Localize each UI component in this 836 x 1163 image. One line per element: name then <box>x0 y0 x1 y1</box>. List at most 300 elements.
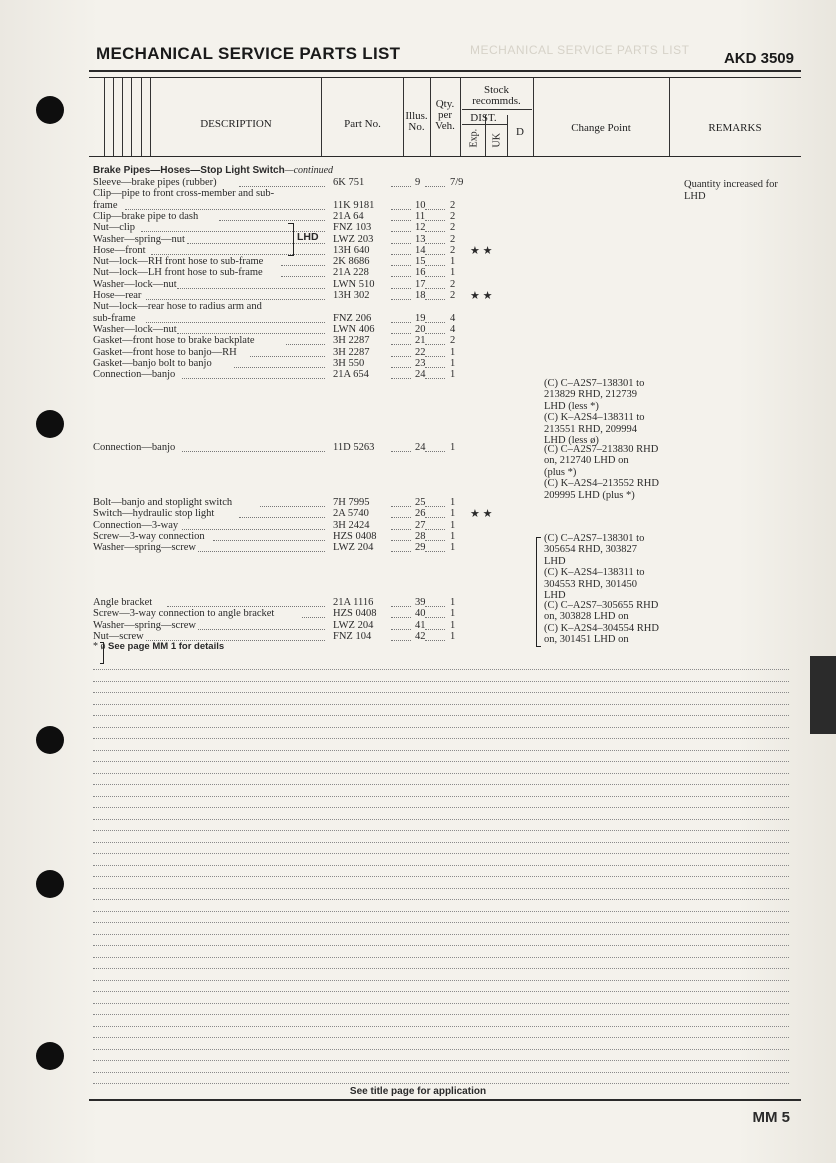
leader-dots <box>182 378 325 379</box>
part-description: Nut—lock—LH front hose to sub-frame <box>93 267 263 279</box>
blank-ruled-line <box>93 934 789 935</box>
table-row <box>93 222 801 234</box>
table-row <box>93 313 801 325</box>
part-number: FNZ 103 <box>333 222 372 234</box>
illus-number: 24 <box>415 369 426 381</box>
part-description: Gasket—front hose to brake backplate <box>93 335 255 347</box>
part-description: Nut—lock—RH front hose to sub-frame <box>93 256 264 268</box>
illus-number: 22 <box>415 346 426 358</box>
leader-dots <box>425 231 445 232</box>
leader-dots <box>239 517 325 518</box>
quantity: 2 <box>450 222 456 234</box>
change-point-brace <box>536 537 541 647</box>
table-row <box>93 369 801 381</box>
part-description: Angle bracket <box>93 597 153 608</box>
illus-number: 42 <box>415 630 426 642</box>
change-point-line: (C) C–A2S7–305655 RHD <box>544 600 659 611</box>
illus-number: 11 <box>415 210 426 222</box>
illus-number: 39 <box>415 597 426 608</box>
table-row <box>93 542 801 554</box>
change-point-line: (C) C–A2S7–138301 to <box>544 533 645 544</box>
quantity: 1 <box>450 597 456 608</box>
table-row <box>93 608 801 620</box>
leader-dots <box>167 606 325 607</box>
leader-dots <box>391 243 411 244</box>
illus-number: 28 <box>415 530 426 542</box>
table-row <box>93 347 801 359</box>
part-number: 3H 2424 <box>333 519 370 531</box>
change-point-line: (C) K–A2S4–213552 RHD <box>544 478 659 490</box>
blank-ruled-line <box>93 704 789 705</box>
lhd-brace <box>288 223 294 256</box>
blank-ruled-line <box>93 853 789 854</box>
leader-dots <box>425 209 445 210</box>
table-row <box>93 620 801 632</box>
part-description: Screw—3-way connection to angle bracket <box>93 608 275 620</box>
blank-ruled-line <box>93 750 789 751</box>
quantity: 1 <box>450 530 456 542</box>
part-number: 11K 9181 <box>333 199 375 211</box>
blank-ruled-line <box>93 669 789 670</box>
illus-number: 10 <box>415 199 426 211</box>
footer-rule <box>89 1099 801 1101</box>
blank-ruled-line <box>93 681 789 682</box>
col-uk: UK <box>491 133 503 148</box>
change-point-line: on, 303828 LHD on <box>544 611 629 623</box>
leader-dots <box>391 288 411 289</box>
illus-number: 13 <box>415 233 426 245</box>
section-title-text: Brake Pipes—Hoses—Stop Light Switch <box>93 165 285 176</box>
footnote-brace <box>100 642 104 664</box>
col-qty-per: per <box>437 109 453 121</box>
table-row <box>93 279 801 291</box>
part-description: Switch—hydraulic stop light <box>93 508 215 520</box>
illus-number: 20 <box>415 323 426 335</box>
leader-dots <box>286 344 325 345</box>
leader-dots <box>234 367 325 368</box>
change-point-line: (C) C–A2S7–213830 RHD <box>544 444 659 455</box>
part-number: HZS 0408 <box>333 530 377 542</box>
leader-dots <box>182 451 325 452</box>
change-point-line: 305654 RHD, 303827 <box>544 544 638 556</box>
leader-dots <box>281 265 325 266</box>
illus-number: 41 <box>415 619 426 631</box>
part-number: 2A 5740 <box>333 508 369 520</box>
part-number: 13H 302 <box>333 290 370 301</box>
blank-ruled-line <box>93 807 789 808</box>
table-row <box>93 211 801 223</box>
punch-hole <box>36 410 64 438</box>
document-code: AKD 3509 <box>723 50 794 67</box>
punch-hole <box>36 726 64 754</box>
col-qty: Qty. <box>435 98 455 110</box>
footnote <box>93 641 224 652</box>
blank-ruled-line <box>93 761 789 762</box>
quantity: 1 <box>450 267 456 279</box>
leader-dots <box>425 186 445 187</box>
table-row <box>93 508 801 520</box>
leader-dots <box>213 540 325 541</box>
quantity: 1 <box>450 619 456 631</box>
quantity: 1 <box>450 508 456 520</box>
illus-number: 19 <box>415 312 426 324</box>
leader-dots <box>425 629 445 630</box>
leader-dots <box>151 254 325 255</box>
leader-dots <box>425 551 445 552</box>
change-point-line: 213551 RHD, 209994 <box>544 423 638 435</box>
leader-dots <box>425 606 445 607</box>
leader-dots <box>391 299 411 300</box>
blank-ruled-line <box>93 1072 789 1073</box>
leader-dots <box>425 220 445 221</box>
leader-dots <box>391 529 411 530</box>
change-point-line: LHD (less ø) <box>544 435 599 446</box>
part-number: LWZ 204 <box>333 619 374 631</box>
leader-dots <box>425 276 445 277</box>
leader-dots <box>391 606 411 607</box>
table-row <box>93 520 801 532</box>
quantity: 4 <box>450 323 456 335</box>
leader-dots <box>425 367 445 368</box>
table-row <box>93 497 801 509</box>
illus-number: 9 <box>415 177 421 188</box>
quantity: 2 <box>450 290 456 301</box>
illus-number: 21 <box>415 335 426 347</box>
part-description: sub-frame <box>93 312 136 324</box>
leader-dots <box>391 231 411 232</box>
footnote-text: See page MM 1 for details <box>108 641 225 652</box>
blank-ruled-line <box>93 727 789 728</box>
part-number: 11D 5263 <box>333 442 375 453</box>
table-row <box>93 267 801 279</box>
part-number: HZS 0408 <box>333 608 377 620</box>
part-description: Gasket—front hose to banjo—RH <box>93 346 237 358</box>
leader-dots <box>391 517 411 518</box>
quantity: 2 <box>450 244 456 256</box>
blank-ruled-line <box>93 738 789 739</box>
part-description: Connection—banjo <box>93 442 176 453</box>
leader-dots <box>239 186 325 187</box>
illus-number: 17 <box>415 278 426 290</box>
illus-number: 15 <box>415 256 426 268</box>
part-number: 3H 2287 <box>333 335 370 347</box>
quantity: 7/9 <box>450 177 464 188</box>
table-row <box>93 531 801 543</box>
change-point-line: LHD <box>544 555 566 567</box>
illus-number: 24 <box>415 442 426 453</box>
change-point-line: on, 212740 LHD on <box>544 455 629 467</box>
blank-ruled-line <box>93 957 789 958</box>
part-number: 2K 8686 <box>333 256 370 268</box>
part-number: 21A 1116 <box>333 597 374 608</box>
illus-number: 29 <box>415 542 426 554</box>
change-point-line: (C) C–A2S7–138301 to <box>544 378 645 389</box>
blank-ruled-line <box>93 968 789 969</box>
table-row <box>93 442 801 454</box>
punch-hole <box>36 96 64 124</box>
leader-dots <box>391 186 411 187</box>
col-part-no: Part No. <box>344 118 381 130</box>
table-row <box>93 234 801 246</box>
part-number: LWN 510 <box>333 278 375 290</box>
leader-dots <box>391 551 411 552</box>
leader-dots <box>425 243 445 244</box>
leader-dots <box>391 333 411 334</box>
leader-dots <box>425 356 445 357</box>
table-row <box>93 335 801 347</box>
illus-number: 25 <box>415 497 426 508</box>
part-number: FNZ 206 <box>333 312 372 324</box>
blank-ruled-line <box>93 1014 789 1015</box>
leader-dots <box>425 254 445 255</box>
quantity: 2 <box>450 335 456 347</box>
leader-dots <box>425 322 445 323</box>
footer-note: See title page for application <box>349 1086 487 1097</box>
part-description: Hose—front <box>93 244 146 256</box>
quantity: 2 <box>450 199 456 211</box>
part-description: Connection—3-way <box>93 519 179 531</box>
col-change-point: Change Point <box>571 122 631 134</box>
part-description: Washer—spring—nut <box>93 233 185 245</box>
part-number: LWN 406 <box>333 323 375 335</box>
part-number: 3H 550 <box>333 357 365 369</box>
blank-ruled-line <box>93 945 789 946</box>
leader-dots <box>391 451 411 452</box>
leader-dots <box>260 506 325 507</box>
remark-sleeve: Quantity increased for LHD <box>684 179 778 202</box>
part-description: Washer—spring—screw <box>93 619 196 631</box>
blank-ruled-line <box>93 1003 789 1004</box>
leader-dots <box>425 333 445 334</box>
leader-dots <box>425 640 445 641</box>
leader-dots <box>391 629 411 630</box>
part-description: Nut—screw <box>93 630 144 642</box>
leader-dots <box>425 299 445 300</box>
col-illus-no: No. <box>408 121 425 133</box>
leader-dots <box>391 367 411 368</box>
stock-stars: ★ ★ <box>470 508 493 521</box>
part-number: FNZ 104 <box>333 630 372 642</box>
blank-ruled-line <box>93 1049 789 1050</box>
leader-dots <box>391 640 411 641</box>
part-number: 6K 751 <box>333 177 365 188</box>
part-description: Bolt—banjo and stoplight switch <box>93 497 233 508</box>
change-point-line: on, 301451 LHD on <box>544 634 629 646</box>
table-row <box>93 290 801 302</box>
table-row <box>93 358 801 370</box>
change-point-line: (C) K–A2S4–304554 RHD <box>544 622 659 634</box>
col-description: DESCRIPTION <box>200 118 272 130</box>
leader-dots <box>425 344 445 345</box>
illus-number: 27 <box>415 519 426 531</box>
blank-ruled-line <box>93 1083 789 1084</box>
leader-dots <box>125 209 325 210</box>
stock-stars: ★ ★ <box>470 244 493 257</box>
leader-dots <box>425 506 445 507</box>
footnote-symbols: * ø <box>93 641 106 652</box>
part-description: Nut—clip <box>93 222 135 234</box>
part-description: Hose—rear <box>93 290 142 301</box>
col-d: D <box>516 126 524 138</box>
change-point-line: 209995 LHD (plus *) <box>544 489 635 501</box>
change-point-line: LHD (less *) <box>544 400 599 412</box>
leader-dots <box>391 356 411 357</box>
blank-ruled-line <box>93 819 789 820</box>
leader-dots <box>391 276 411 277</box>
col-stock-recommds: recommds. <box>472 95 521 107</box>
part-description: Connection—banjo <box>93 369 176 381</box>
illus-number: 18 <box>415 290 426 301</box>
part-description: Washer—lock—nut <box>93 323 177 335</box>
quantity: 1 <box>450 497 456 508</box>
punch-hole <box>36 1042 64 1070</box>
column-header <box>89 77 801 157</box>
quantity: 1 <box>450 256 456 268</box>
part-number: 7H 7995 <box>333 497 370 508</box>
col-dist: DIST. <box>470 112 497 124</box>
leader-dots <box>425 265 445 266</box>
quantity: 1 <box>450 519 456 531</box>
quantity: 1 <box>450 542 456 554</box>
blank-ruled-line <box>93 980 789 981</box>
blank-ruled-line <box>93 830 789 831</box>
page-number: MM 5 <box>752 1109 790 1126</box>
blank-ruled-line <box>93 784 789 785</box>
quantity: 1 <box>450 357 456 369</box>
part-description: Washer—spring—screw <box>93 542 196 554</box>
illus-number: 16 <box>415 267 426 279</box>
leader-dots <box>391 378 411 379</box>
leader-dots <box>219 220 325 221</box>
part-number: 3H 2287 <box>333 346 370 358</box>
part-number: LWZ 203 <box>333 233 374 245</box>
blank-ruled-line <box>93 991 789 992</box>
leader-dots <box>182 529 325 530</box>
leader-dots <box>391 265 411 266</box>
leader-dots <box>425 617 445 618</box>
part-number: LWZ 204 <box>333 542 374 554</box>
part-description: Sleeve—brake pipes (rubber) <box>93 177 217 188</box>
blank-ruled-line <box>93 692 789 693</box>
blank-ruled-line <box>93 1026 789 1027</box>
blank-ruled-line <box>93 899 789 900</box>
leader-dots <box>391 617 411 618</box>
illus-number: 23 <box>415 357 426 369</box>
quantity: 1 <box>450 346 456 358</box>
table-row <box>93 301 801 313</box>
illus-number: 26 <box>415 508 426 520</box>
leader-dots <box>425 517 445 518</box>
blank-ruled-line <box>93 911 789 912</box>
quantity: 2 <box>450 210 456 222</box>
part-description: Nut—lock—rear hose to radius arm and <box>93 301 262 313</box>
leader-dots <box>177 333 325 334</box>
part-description: Gasket—banjo bolt to banjo <box>93 357 212 369</box>
quantity: 1 <box>450 442 456 453</box>
blank-ruled-line <box>93 876 789 877</box>
leader-dots <box>391 344 411 345</box>
leader-dots <box>177 288 325 289</box>
leader-dots <box>391 506 411 507</box>
page-title: MECHANICAL SERVICE PARTS LIST <box>96 44 401 63</box>
table-row <box>93 597 801 609</box>
show-through-text: MECHANICAL SERVICE PARTS LIST <box>470 43 690 57</box>
leader-dots <box>425 378 445 379</box>
quantity: 2 <box>450 278 456 290</box>
part-description: Clip—brake pipe to dash <box>93 210 199 222</box>
leader-dots <box>425 529 445 530</box>
part-number: 21A 228 <box>333 267 369 279</box>
col-exp: Exp. <box>468 128 480 148</box>
illus-number: 40 <box>415 608 426 620</box>
change-point-line: (C) K–A2S4–138311 to <box>544 567 645 579</box>
leader-dots <box>198 629 325 630</box>
section-title <box>93 165 333 176</box>
illus-number: 12 <box>415 222 426 234</box>
leader-dots <box>198 551 325 552</box>
blank-ruled-line <box>93 796 789 797</box>
change-point-line: 213829 RHD, 212739 <box>544 389 638 401</box>
col-stock: Stock <box>483 84 510 96</box>
lhd-label: LHD <box>297 231 319 243</box>
quantity: 4 <box>450 312 456 324</box>
part-description: Washer—lock—nut <box>93 278 177 290</box>
leader-dots <box>425 288 445 289</box>
col-remarks: REMARKS <box>708 122 762 134</box>
leader-dots <box>281 276 325 277</box>
table-row <box>93 256 801 268</box>
leader-dots <box>425 540 445 541</box>
table-row <box>93 245 801 257</box>
leader-dots <box>391 322 411 323</box>
part-description: Screw—3-way connection <box>93 530 205 542</box>
blank-ruled-line <box>93 773 789 774</box>
leader-dots <box>391 540 411 541</box>
change-point-line: (plus *) <box>544 466 577 478</box>
leader-dots <box>250 356 325 357</box>
part-number: 13H 640 <box>333 244 370 256</box>
blank-ruled-line <box>93 1037 789 1038</box>
quantity: 1 <box>450 608 456 620</box>
blank-ruled-line <box>93 888 789 889</box>
leader-dots <box>425 451 445 452</box>
section-title-suffix: —continued <box>284 165 334 176</box>
part-number: 21A 654 <box>333 369 369 381</box>
blank-ruled-line <box>93 922 789 923</box>
leader-dots <box>391 220 411 221</box>
quantity: 1 <box>450 630 456 642</box>
illus-number: 14 <box>415 244 426 256</box>
change-point-line: LHD <box>544 590 566 601</box>
change-point-line: 304553 RHD, 301450 <box>544 578 638 590</box>
punch-hole <box>36 870 64 898</box>
leader-dots <box>302 617 325 618</box>
leader-dots <box>146 322 325 323</box>
part-description: Clip—pipe to front cross-member and sub- <box>93 188 275 200</box>
table-row <box>93 324 801 336</box>
edge-tab <box>810 656 836 734</box>
blank-ruled-line <box>93 1060 789 1061</box>
blank-ruled-line <box>93 715 789 716</box>
col-qty-veh: Veh. <box>435 120 455 132</box>
stock-stars: ★ ★ <box>470 290 493 302</box>
col-illus: Illus. <box>405 110 428 122</box>
quantity: 2 <box>450 233 456 245</box>
quantity: 1 <box>450 369 456 381</box>
part-number: 21A 64 <box>333 210 364 222</box>
change-point-line: (C) K–A2S4–138311 to <box>544 412 645 424</box>
blank-ruled-line <box>93 865 789 866</box>
